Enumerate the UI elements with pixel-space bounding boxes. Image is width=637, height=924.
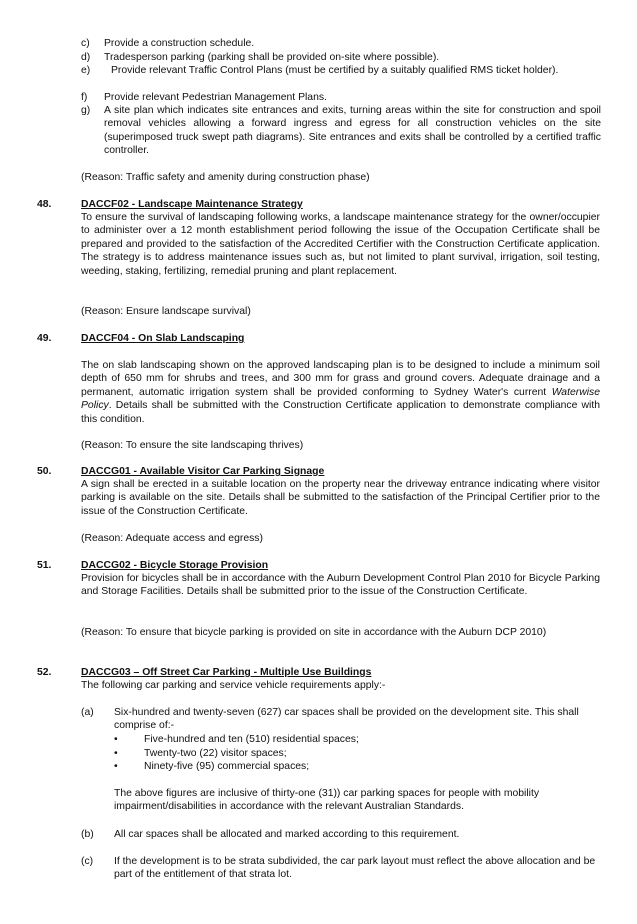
condition-heading: DACCF02 - Landscape Maintenance Strategy — [81, 199, 303, 210]
bullet-text: Ninety-five (95) commercial spaces; — [144, 761, 310, 772]
reason-text: (Reason: Traffic safety and amenity during construction phase) — [81, 172, 370, 183]
condition-body: Provision for bicycles shall be in accordance with the Auburn Development Control Plan 2010 for Bicycle Parking and Storage Facilities. Details shall be submitted prior to the issue of the Construction Certificate. — [81, 573, 600, 598]
condition-heading: DACCF04 - On Slab Landscaping — [81, 333, 245, 344]
condition-heading: DACCG01 - Available Visitor Car Parking Signage — [81, 466, 325, 477]
reason-text: (Reason: To ensure the site landscaping thrives) — [81, 440, 304, 451]
sub-item-a-note — [81, 787, 601, 814]
bullet-item — [114, 747, 287, 760]
bullet-icon: • — [114, 734, 118, 745]
condition-body — [81, 359, 600, 426]
sub-item-c — [81, 855, 601, 882]
body-text: The on slab landscaping shown on the approved landscaping plan is to be designed to include a minimum soil depth of 650 mm for shrubs and trees, and 300 mm for grass and ground covers. Adequate drainage and a permanent, automatic irrigation system shall be provided conforming to Sydney Water's current — [81, 360, 600, 398]
sub-note: The above figures are inclusive of thirty-one (31)) car parking spaces for people with mobility impairment/disabilities in accordance with the relevant Australian Standards. — [114, 788, 540, 813]
bullet-text: Five-hundred and ten (510) residential spaces; — [144, 734, 359, 745]
condition-heading: DACCG03 – Off Street Car Parking - Multiple Use Buildings — [81, 667, 372, 678]
bullet-icon: • — [114, 748, 118, 759]
sub-item-a — [81, 706, 601, 733]
condition-number: 50. — [37, 466, 52, 477]
list-key: c) — [81, 38, 90, 49]
condition-heading: DACCG02 - Bicycle Storage Provision — [81, 560, 269, 571]
list-text: Provide relevant Pedestrian Management Plans. — [104, 92, 327, 103]
sub-text: Six-hundred and twenty-seven (627) car spaces shall be provided on the development site. This shall comprise of:- — [114, 707, 579, 732]
list-item-d — [81, 51, 601, 64]
sub-item-b — [81, 828, 601, 841]
reason-text: (Reason: To ensure that bicycle parking is provided on site in accordance with the Auburn DCP 2010) — [81, 627, 547, 638]
list-text: Provide a construction schedule. — [104, 38, 255, 49]
list-key: d) — [81, 52, 91, 63]
list-text: Provide relevant Traffic Control Plans (must be certified by a suitably qualified RMS ticket holder). — [111, 65, 559, 76]
bullet-item — [114, 760, 309, 773]
list-item-e — [81, 64, 601, 77]
condition-number: 48. — [37, 199, 52, 210]
bullet-item — [114, 733, 359, 746]
sub-key: (b) — [81, 829, 94, 840]
condition-number: 49. — [37, 333, 52, 344]
list-key: g) — [81, 105, 91, 116]
list-key: e) — [81, 65, 91, 76]
list-text: A site plan which indicates site entrances and exits, turning areas within the site for construction and spoil removal vehicles allowing a forward ingress and egress for all construction vehicles on the site (superimposed truck swept path diagrams). Site entrances and exits shall be controlled by a certified traffic controller. — [104, 105, 601, 157]
policy-name: Waterwise Policy — [81, 386, 600, 412]
list-key: f) — [81, 92, 88, 103]
sub-key: (a) — [81, 707, 94, 718]
reason-text: (Reason: Ensure landscape survival) — [81, 306, 251, 317]
bullet-icon: • — [114, 761, 118, 772]
bullet-text: Twenty-two (22) visitor spaces; — [144, 748, 287, 759]
condition-body: To ensure the survival of landscaping following works, a landscape maintenance strategy for the owner/occupier to administer over a 12 month establishment period following the issue of the Occupation Certificate shall be prepared and provided to the satisfaction of the Accredited Certifier with the Construction Certificate application. The strategy is to address maintenance issues such as, but not limited to plant survival, irrigation, soil testing, weeding, staking, fertilizing, remedial pruning and plant replacement. — [81, 212, 600, 277]
list-item-f — [81, 91, 601, 104]
list-item-g — [81, 104, 601, 158]
sub-text: If the development is to be strata subdivided, the car park layout must reflect the above allocation and be part of the entitlement of that strata lot. — [114, 856, 596, 881]
sub-key: (c) — [81, 856, 94, 867]
condition-number: 51. — [37, 560, 52, 571]
list-text: Tradesperson parking (parking shall be provided on-site where possible). — [104, 52, 440, 63]
reason-text: (Reason: Adequate access and egress) — [81, 533, 263, 544]
body-text: . Details shall be submitted with the Construction Certificate application to demonstrate compliance with this condition. — [81, 400, 600, 425]
condition-number: 52. — [37, 667, 52, 678]
condition-body: The following car parking and service vehicle requirements apply:- — [81, 680, 386, 691]
condition-body: A sign shall be erected in a suitable location on the property near the driveway entrance indicating where visitor parking is available on the site. Details shall be submitted to the satisfaction of the Principal Certifier prior to the issue of the Construction Certificate. — [81, 479, 600, 517]
sub-text: All car spaces shall be allocated and marked according to this requirement. — [114, 829, 460, 840]
list-item-c — [81, 37, 601, 50]
